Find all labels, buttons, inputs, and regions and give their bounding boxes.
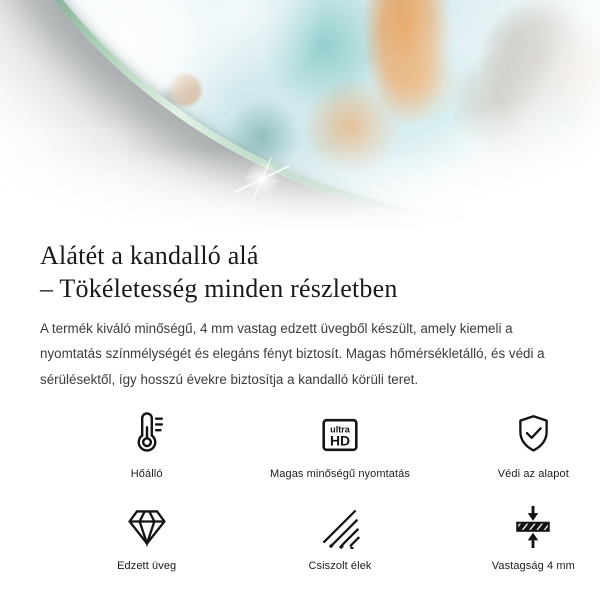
diamond-icon	[123, 501, 171, 553]
white-fade-overlay	[0, 0, 600, 232]
thermometer-icon	[124, 409, 170, 461]
glint-sparkle-icon	[231, 148, 293, 210]
feature-label: Vastagság 4 mm	[491, 559, 575, 572]
title-line-2: – Tökéletesség minden részletben	[40, 274, 398, 303]
feature-tempered-glass	[50, 501, 243, 572]
feature-grid	[50, 409, 600, 572]
feature-label: Edzett üveg	[117, 559, 177, 572]
feature-label: Magas minőségű nyomtatás	[270, 467, 410, 480]
svg-text:ultra: ultra	[330, 424, 350, 435]
feature-thickness	[437, 501, 600, 572]
polished-edges-icon	[317, 501, 363, 553]
feature-print-quality	[243, 409, 436, 480]
feature-polished-edges	[243, 501, 436, 572]
ultra-hd-icon	[317, 409, 363, 461]
product-description: A termék kiváló minőségű, 4 mm vastag edzett üvegből készült, amely kiemeli a nyomtatás színmélységét és elegáns fényt biztosít. Magas hőmérsékletálló, és védi a sérülésektől, így hosszú évekre biztosítja a kandalló körüli teret.	[40, 321, 545, 387]
product-image	[0, 0, 600, 232]
svg-text:HD: HD	[329, 432, 351, 449]
feature-label: Csiszolt élek	[308, 559, 372, 572]
feature-label: Védi az alapot	[497, 467, 569, 480]
thickness-4mm-icon	[510, 501, 556, 553]
feature-label: Hőálló	[130, 467, 163, 480]
feature-protects-base	[437, 409, 600, 480]
title-line-1: Alátét a kandalló alá	[40, 241, 259, 270]
page-title	[40, 239, 560, 305]
feature-heat-resistant	[50, 409, 243, 480]
shield-check-icon	[511, 409, 556, 461]
